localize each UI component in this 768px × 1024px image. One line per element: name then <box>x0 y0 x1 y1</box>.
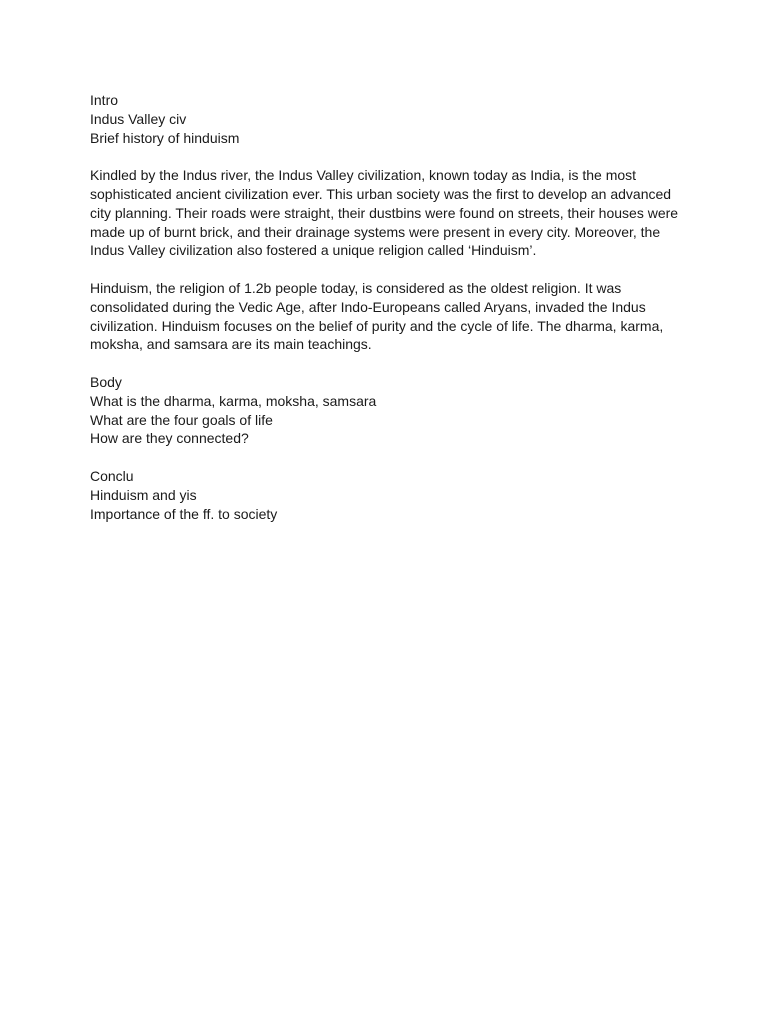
body-item: What are the four goals of life <box>90 411 273 428</box>
conclu-item: Hinduism and yis <box>90 486 197 503</box>
conclu-heading: Conclu <box>90 467 134 484</box>
intro-heading: Intro <box>90 92 119 108</box>
body-item: What is the dharma, karma, moksha, samsara <box>90 392 377 409</box>
blank-line <box>90 260 680 279</box>
conclu-item: Importance of the ff. to society <box>90 505 278 522</box>
body-heading: Body <box>90 373 122 390</box>
paragraph-hinduism: Hinduism, the religion of 1.2b people today, is considered as the oldest religion. It was consolidated during the Vedic Age, after Indo-Europeans called Aryans, invaded the Indus civilization. Hinduism focuses on the belief of purity and the cycle of life. The dharma, karma, moksha, and samsara are its main teachings. <box>90 279 664 353</box>
conclu-outline <box>90 467 680 523</box>
intro-item: Indus Valley civ <box>90 110 187 127</box>
blank-line <box>90 448 680 467</box>
body-outline <box>90 373 680 448</box>
blank-line <box>90 147 680 166</box>
document-body <box>90 91 680 523</box>
blank-line <box>90 354 680 373</box>
intro-outline <box>90 91 680 147</box>
intro-item: Brief history of hinduism <box>90 129 240 146</box>
paragraph-indus-valley: Kindled by the Indus river, the Indus Valley civilization, known today as India, is the most sophisticated ancient civilization ever. This urban society was the first to develop an advanced city planning. Their roads were straight, their dustbins were found on streets, their houses were made up of burnt brick, and their drainage systems were present in every city. Moreover, the Indus Valley civilization also fostered a unique religion called ‘Hinduism’. <box>90 167 679 259</box>
body-item: How are they connected? <box>90 430 249 447</box>
